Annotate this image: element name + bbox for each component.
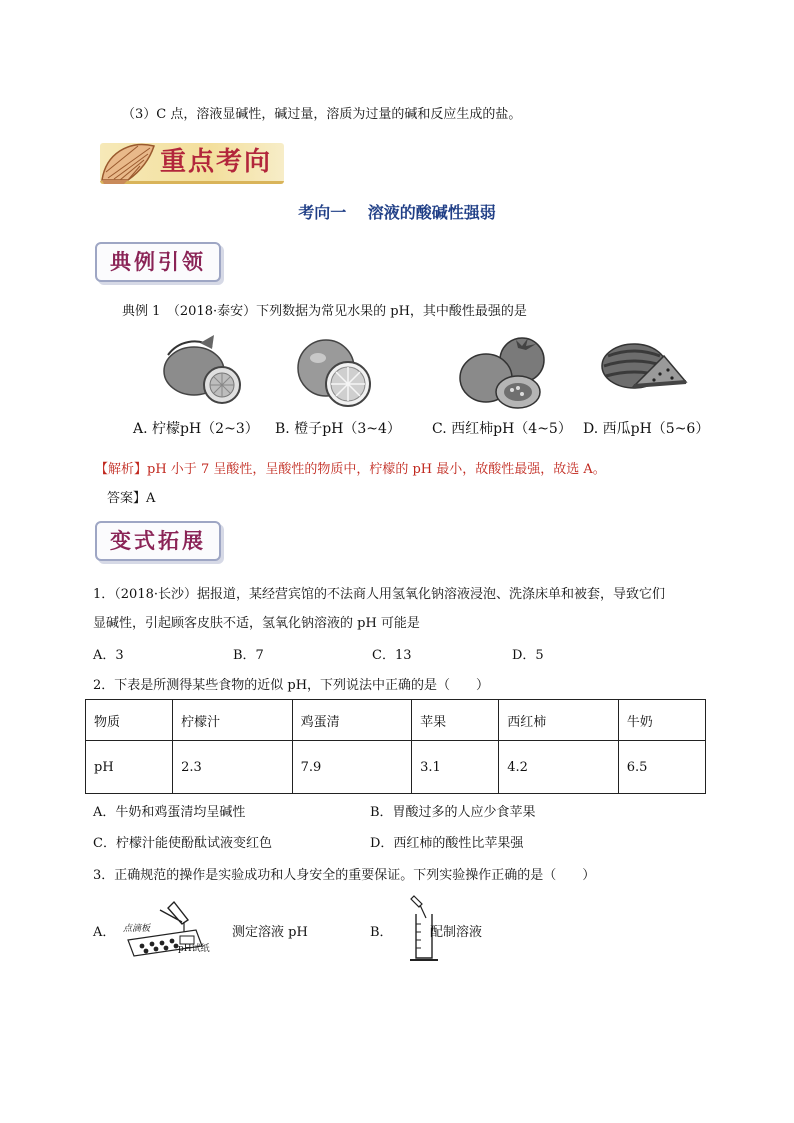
q3-stem: 3．正确规范的操作是实验成功和人身安全的重要保证。下列实验操作正确的是（ ） — [93, 868, 596, 883]
q1-option-a: A．3 — [93, 648, 124, 663]
option-d-label: D. 西瓜pH（5~6） — [583, 421, 710, 437]
q3-option-a-text: 测定溶液 pH — [232, 925, 308, 940]
table-header-row — [86, 700, 706, 741]
table-row — [86, 741, 706, 794]
q2-option-c: C．柠檬汁能使酚酞试液变红色 — [93, 836, 272, 851]
option-c-label: C. 西红柿pH（4~5） — [432, 421, 572, 437]
q3-option-a-letter: A． — [93, 925, 116, 940]
table-cell: 6.5 — [618, 741, 705, 794]
analysis-text: pH 小于 7 呈酸性，呈酸性的物质中，柠檬的 pH 最小，故酸性最强，故选 A。 — [147, 462, 606, 477]
table-cell: 西红柿 — [499, 700, 619, 741]
option-b-label: B. 橙子pH（3~4） — [275, 421, 401, 437]
variant-box-label: 变式拓展 — [95, 521, 221, 561]
table-cell: 苹果 — [412, 700, 499, 741]
table-cell: pH — [86, 741, 173, 794]
tomato-image — [456, 334, 548, 410]
q1-option-b: B．7 — [233, 648, 264, 663]
analysis-tag: 【解析】 — [95, 462, 148, 477]
table-cell: 2.3 — [173, 741, 293, 794]
example-box-label: 典例引领 — [95, 242, 221, 282]
answer-line: 答案】A — [107, 491, 156, 506]
ph-table — [85, 699, 706, 794]
banner-title: 重点考向 — [160, 147, 273, 177]
q2-option-a: A．牛奶和鸡蛋清均呈碱性 — [93, 805, 246, 820]
q1-line2: 显碱性，引起顾客皮肤不适，氢氧化钠溶液的 pH 可能是 — [93, 616, 420, 631]
intro-line: （3）C 点，溶液显碱性，碱过量，溶质为过量的碱和反应生成的盐。 — [122, 107, 522, 122]
plate-label: 点滴板 — [123, 924, 151, 934]
orange-image — [292, 334, 378, 410]
q2-stem: 2．下表是所测得某些食物的近似 pH，下列说法中正确的是（ ） — [93, 678, 490, 693]
table-cell: 柠檬汁 — [173, 700, 293, 741]
q1-option-d: D．5 — [512, 648, 544, 663]
q1-line1: 1．（2018·长沙）据报道，某经营宾馆的不法商人用氢氧化钠溶液浸泡、洗涤床单和被套，导致它们 — [93, 587, 665, 602]
q1-option-c: C．13 — [372, 648, 412, 663]
q2-option-d: D．西红柿的酸性比苹果强 — [370, 836, 524, 851]
table-cell: 7.9 — [292, 741, 412, 794]
ph-paper-label: pH试纸 — [178, 944, 210, 954]
example-question: 典例 1 （2018·泰安）下列数据为常见水果的 pH，其中酸性最强的是 — [122, 304, 527, 319]
watermelon-image — [600, 342, 688, 404]
option-a-label: A. 柠檬pH（2~3） — [133, 421, 259, 437]
table-cell: 牛奶 — [618, 700, 705, 741]
q3-option-b-letter: B． — [370, 925, 393, 940]
q3-option-b-text: 配制溶液 — [430, 925, 483, 940]
table-cell: 鸡蛋清 — [292, 700, 412, 741]
table-cell: 物质 — [86, 700, 173, 741]
section-title: 考向一 溶液的酸碱性强弱 — [298, 203, 496, 222]
analysis-line — [95, 458, 606, 477]
table-cell: 4.2 — [499, 741, 619, 794]
q2-option-b: B．胃酸过多的人应少食苹果 — [370, 805, 536, 820]
lemon-image — [158, 335, 244, 407]
shell-icon — [98, 136, 160, 186]
table-cell: 3.1 — [412, 741, 499, 794]
